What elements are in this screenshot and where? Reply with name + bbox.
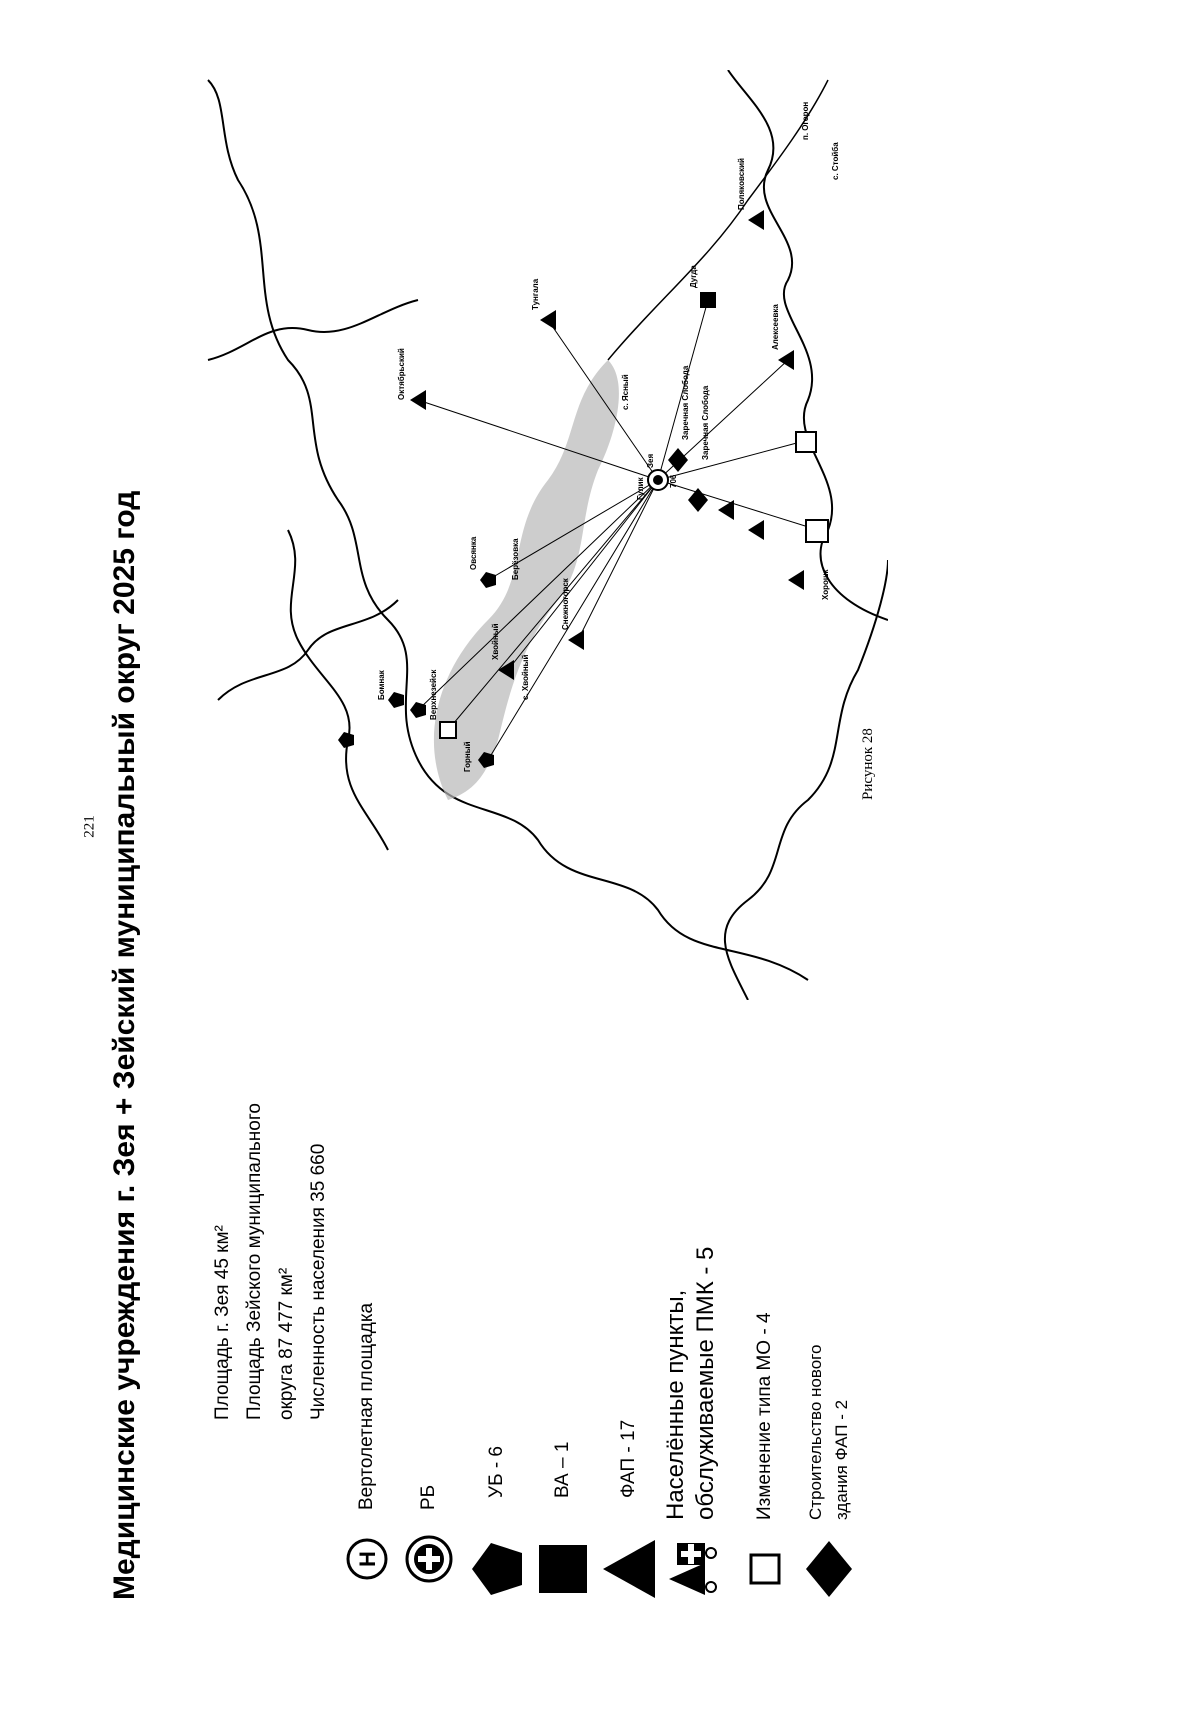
pentagon-icon <box>466 1538 528 1600</box>
legend-label-group <box>803 1345 855 1520</box>
stat-district-area-2: округа 87 477 км² <box>276 1267 297 1420</box>
page-number: 221 <box>81 815 98 838</box>
legend-label: РБ <box>418 1484 439 1510</box>
place-label: Овсянка <box>469 536 478 570</box>
legend-item-change-type <box>734 1312 796 1600</box>
helipad-icon <box>336 1528 398 1590</box>
place-label: Хвойный <box>491 623 500 660</box>
place-label: Снежногорск <box>561 578 570 630</box>
legend-item-pmk <box>660 1247 722 1600</box>
legend-label: ВА – 1 <box>552 1441 573 1498</box>
place-label: Алексеевка <box>771 304 780 350</box>
square-icon <box>532 1538 594 1600</box>
change-type-marker <box>440 722 456 738</box>
legend-label: Строительство нового <box>806 1344 825 1520</box>
diamond-icon <box>798 1538 860 1600</box>
place-label: Верхнезейск <box>429 669 438 720</box>
place-label: Заречная Слобода <box>701 385 710 460</box>
legend-item-rb <box>398 1485 460 1590</box>
legend-label: Вертолетная площадка <box>356 1302 377 1510</box>
va-marker <box>700 292 716 308</box>
map-svg <box>188 70 888 1000</box>
place-label: Поляковский <box>737 158 746 210</box>
legend-label: Изменение типа МО - 4 <box>754 1312 775 1520</box>
figure-caption: Рисунок 28 <box>860 728 876 800</box>
district-map <box>188 70 888 1000</box>
place-label: Хорошк <box>821 569 830 600</box>
legend-item-helipad <box>336 1303 398 1590</box>
place-label: с. Стойба <box>831 142 840 180</box>
place-label: 706 <box>669 474 678 488</box>
place-label: Бомнак <box>377 670 386 700</box>
triangle-icon <box>598 1538 660 1600</box>
place-label: Гулик <box>636 477 645 500</box>
place-label: Тунгала <box>531 278 540 310</box>
legend-label: ФАП - 17 <box>618 1419 639 1498</box>
place-label: с. Хвойный <box>521 654 530 700</box>
legend-item-va <box>532 1442 594 1600</box>
stat-district-area-1: Площадь Зейского муниципального <box>244 1103 265 1420</box>
place-label: Берёзовка <box>511 538 520 580</box>
slide-title: Медицинские учреждения г. Зея + Зейский муниципальный округ 2025 год <box>108 490 141 1600</box>
place-label: Заречная Слобода <box>681 365 690 440</box>
legend-panel <box>208 1040 898 1600</box>
outline-square-icon <box>734 1538 796 1600</box>
mobile-clinic-icon <box>660 1538 722 1600</box>
change-type-marker <box>796 432 816 452</box>
place-label: с. Ясный <box>621 374 630 410</box>
legend-label: Населённые пункты, <box>662 1289 689 1520</box>
change-type-marker <box>806 520 828 542</box>
slide <box>98 50 898 1600</box>
place-label: Октябрьский <box>397 348 406 400</box>
legend-item-ub <box>466 1446 528 1600</box>
legend-label: обслуживаемые ПМК - 5 <box>692 1246 719 1520</box>
legend-label: УБ - 6 <box>486 1446 507 1498</box>
place-label: Дугда <box>689 265 698 288</box>
legend-label-group <box>661 1247 721 1520</box>
legend-item-new-fap <box>798 1345 860 1600</box>
svg-text:H: H <box>355 1551 380 1567</box>
hospital-cross-icon <box>398 1528 460 1590</box>
place-label: Горный <box>463 741 472 772</box>
stat-city-area: Площадь г. Зея 45 км² <box>212 1225 233 1420</box>
legend-item-fap <box>598 1420 660 1600</box>
place-label: Зея <box>646 453 655 468</box>
place-label: п. Огорон <box>801 101 810 140</box>
stat-population: Численность населения 35 660 <box>308 1143 329 1420</box>
legend-label: здания ФАП - 2 <box>832 1399 851 1520</box>
